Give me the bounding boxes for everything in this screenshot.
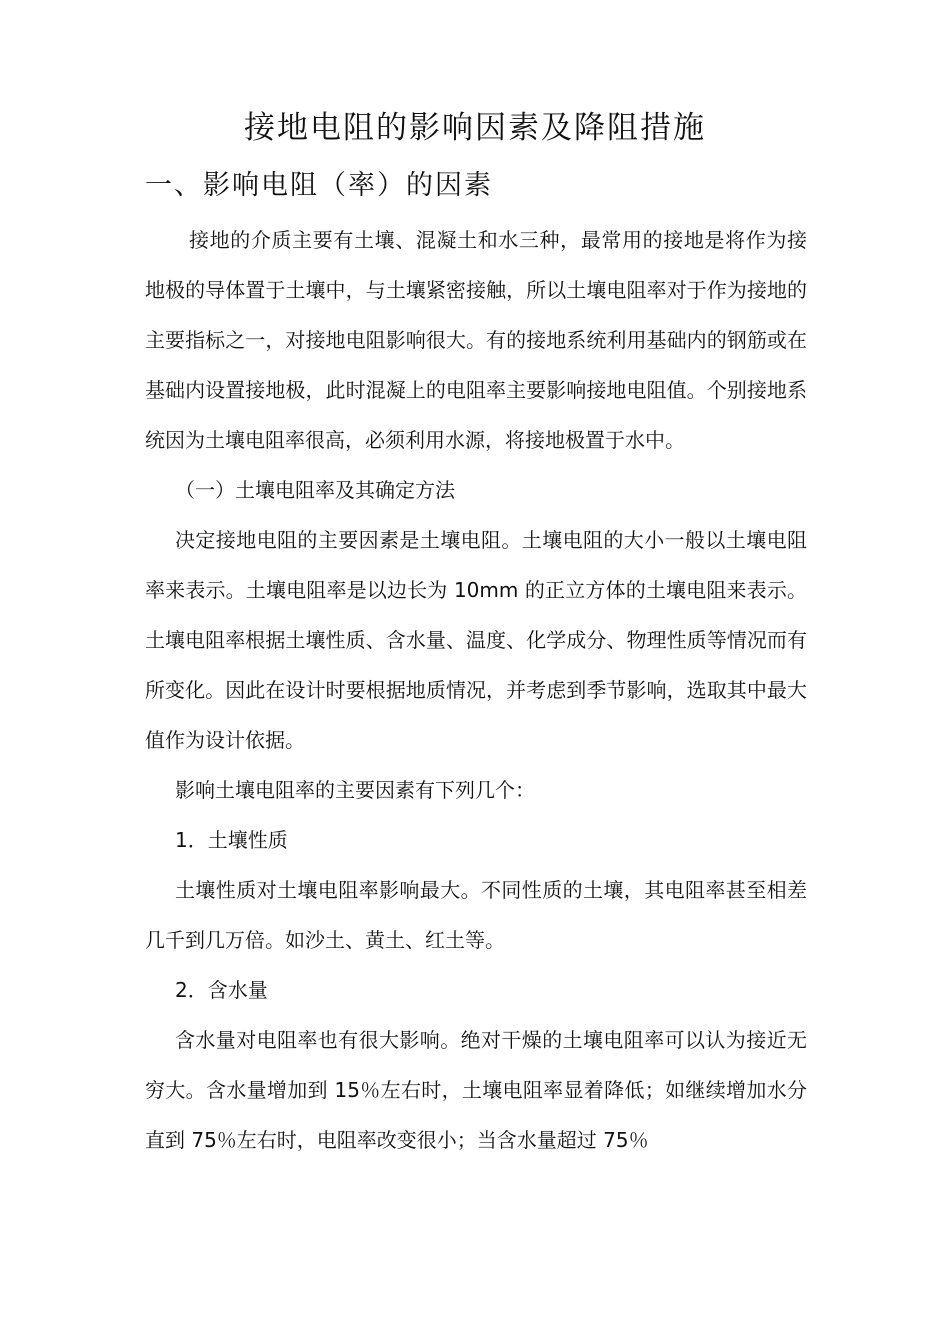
paragraph-water-content: 含水量对电阻率也有很大影响。绝对干燥的土壤电阻率可以认为接近无穷大。含水量增加到 15％左右时，土壤电阻率显着降低；如继续增加水分直到 75％左右时，电阻率改变很小；当含水量超过 75％ (145, 1028, 807, 1152)
document-body (145, 215, 807, 1165)
document-title: 接地电阻的影响因素及降阻措施 (244, 110, 706, 146)
section-heading: 一、影响电阻（率）的因素 (145, 170, 493, 201)
paragraph-grounding-media: 接地的介质主要有土壤、混凝土和水三种，最常用的接地是将作为接地极的导体置于土壤中，与土壤紧密接触，所以土壤电阻率对于作为接地的主要指标之一，对接地电阻影响很大。有的接地系统利用基础内的钢筋或在基础内设置接地极，此时混凝上的电阻率主要影响接地电阻值。个别接地系统因为土壤电阻率很高，必须利用水源，将接地极置于水中。 (145, 228, 807, 452)
list-item-soil-nature: 1．土壤性质 (175, 828, 288, 852)
list-item-water-content: 2．含水量 (175, 978, 268, 1002)
paragraph-factors-intro: 影响土壤电阻率的主要因素有下列几个： (175, 778, 535, 802)
paragraph-soil-nature: 土壤性质对土壤电阻率影响最大。不同性质的土壤，其电阻率甚至相差几千到几万倍。如沙土、黄土、红土等。 (145, 878, 807, 952)
paragraph-soil-resistance: 决定接地电阻的主要因素是土壤电阻。土壤电阻的大小一般以土壤电阻率来表示。土壤电阻率是以边长为 10mm 的正立方体的土壤电阻来表示。土壤电阻率根据土壤性质、含水量、温度、化学成分、物理性质等情况而有所变化。因此在设计时要根据地质情况，并考虑到季节影响，选取其中最大值作为设计依据。 (145, 528, 807, 752)
subheading-soil-resistivity: （一）土壤电阻率及其确定方法 (175, 478, 455, 502)
